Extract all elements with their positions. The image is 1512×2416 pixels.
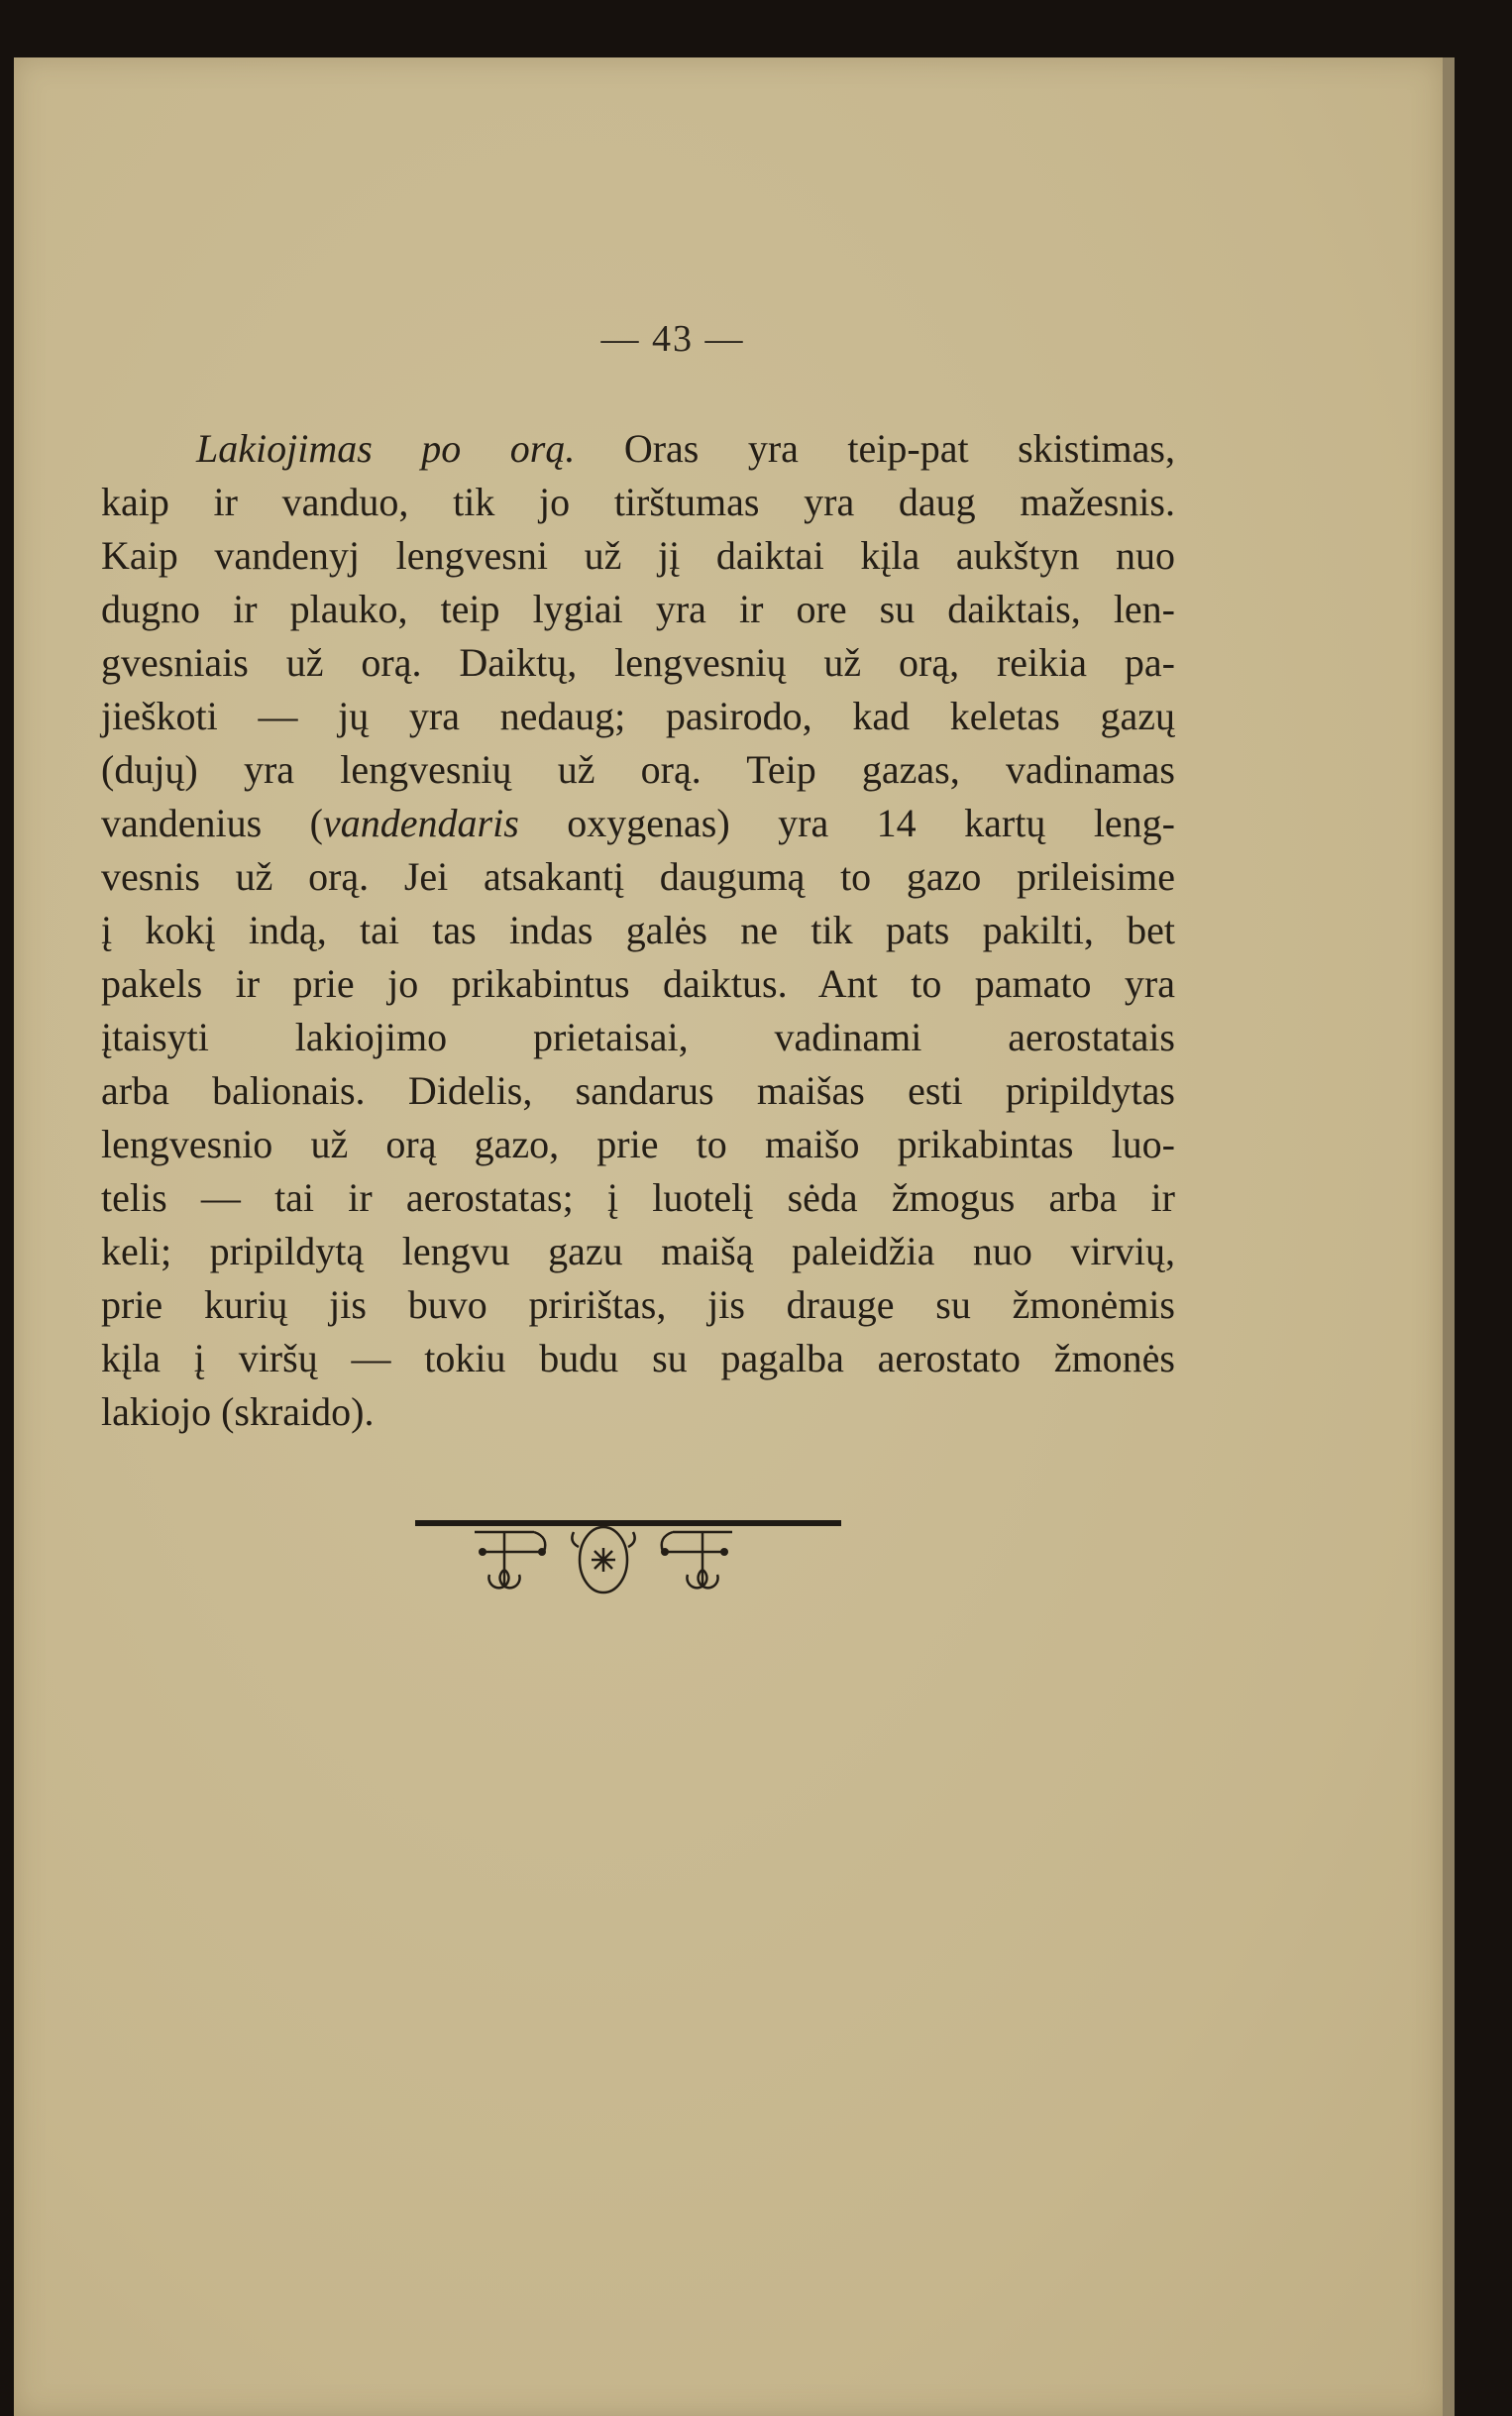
text-line: gvesniais už orą. Daiktų, lengvesnių už orą, reikia pa- [101,640,1175,685]
text-line: pakels ir prie jo prikabintus daiktus. Ant to pamato yra [101,961,1175,1006]
text-run: oxygenas) yra 14 kartų leng- [518,801,1176,845]
ornament-divider-icon [415,1520,841,1599]
text-line: prie kurių jis buvo pririštas, jis drauge su žmonėmis [101,1282,1175,1327]
text-line: vesnis už orą. Jei atsakantį daugumą to gazo prileisime [101,854,1175,899]
page-number: — 43 — [600,318,745,360]
text-line: kaip ir vanduo, tik jo tirštumas yra daug mažesnis. [101,480,1175,524]
text-line: telis — tai ir aerostatas; į luotelį sėda žmogus arba ir [101,1175,1175,1220]
section-title: Lakiojimas po orą. [196,426,576,471]
text-line: į kokį indą, tai tas indas galės ne tik pats pakilti, bet [101,908,1175,952]
text-run: vandenius ( [101,801,323,845]
page-edge [1443,57,1455,2416]
body-paragraph [101,422,1175,1439]
text-line: keli; pripildytą lengvu gazu maišą paleidžia nuo virvių, [101,1229,1175,1273]
text-line: arba balionais. Didelis, sandarus maišas esti pripildytas [101,1068,1175,1113]
text-line: kįla į viršų — tokiu budu su pagalba aerostato žmonės [101,1336,1175,1380]
text-line [101,422,1175,476]
text-line: Kaip vandenyj lengvesni už jį daiktai kįla aukštyn nuo [101,533,1175,578]
text-run: Oras yra teip-pat skistimas, [575,426,1175,471]
text-line [101,797,1175,850]
text-line: jieškoti — jų yra nedaug; pasirodo, kad keletas gazų [101,694,1175,738]
text-line: įtaisyti lakiojimo prietaisai, vadinami aerostatais [101,1015,1175,1059]
book-page [14,57,1443,2416]
text-line: lengvesnio už orą gazo, prie to maišo prikabintas luo- [101,1122,1175,1166]
text-line: lakiojo (skraido). [101,1389,375,1434]
italic-term: vandendaris [323,801,519,845]
text-line: dugno ir plauko, teip lygiai yra ir ore su daiktais, len- [101,587,1175,631]
text-line: (dujų) yra lengvesnių už orą. Teip gazas, vadinamas [101,747,1175,792]
